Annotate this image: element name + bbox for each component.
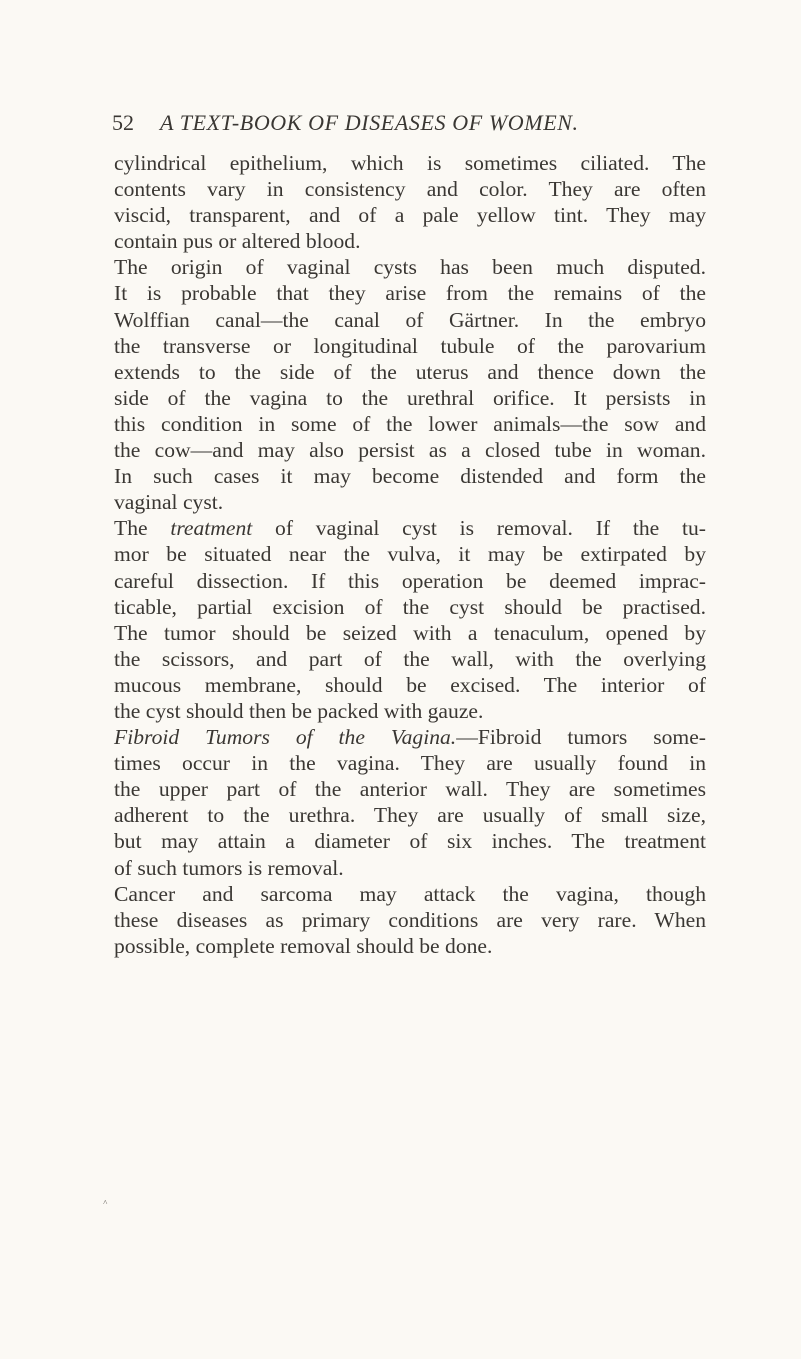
text-line: times occur in the vagina. They are usually found in bbox=[114, 751, 706, 776]
text-line: cylindrical epithelium, which is sometimes ciliated. The bbox=[114, 151, 706, 175]
treatment-emphasis: treatment bbox=[170, 516, 253, 541]
stray-ink-mark: ˄ bbox=[103, 1198, 108, 1207]
text-line: mor be situated near the vulva, it may be extirpated by bbox=[114, 542, 706, 567]
text-line: the transverse or longitudinal tubule of the parovarium bbox=[114, 333, 706, 358]
page-number: 52 bbox=[112, 110, 134, 135]
text-line: viscid, transparent, and of a pale yellow tint. They may bbox=[114, 203, 706, 228]
text-line: The origin of vaginal cysts has been much disputed. bbox=[114, 255, 706, 280]
text-line: Cancer and sarcoma may attack the vagina, though bbox=[114, 881, 706, 906]
text-line: adherent to the urethra. They are usually of small size, bbox=[114, 803, 706, 828]
text-line: the cow—and may also persist as a closed tube in woman. bbox=[114, 438, 706, 463]
text-line: of such tumors is removal. bbox=[114, 855, 344, 880]
text-line: In such cases it may become distended and form the bbox=[114, 464, 706, 489]
text-line: ticable, partial excision of the cyst should be practised. bbox=[114, 594, 706, 619]
running-title: A TEXT-BOOK OF DISEASES OF WOMEN. bbox=[160, 110, 579, 135]
text-line: this condition in some of the lower animals—the sow and bbox=[114, 411, 706, 436]
treatment-start: The bbox=[114, 516, 171, 541]
text-line: extends to the side of the uterus and thence down the bbox=[114, 359, 706, 384]
body-text bbox=[114, 150, 706, 959]
text-line: the cyst should then be packed with gauze. bbox=[114, 698, 484, 723]
text-line: vaginal cyst. bbox=[114, 490, 224, 515]
fibroid-rest: —Fibroid tumors some- bbox=[456, 725, 706, 750]
page-header bbox=[112, 108, 712, 138]
text-line: contents vary in consistency and color. They are often bbox=[114, 177, 706, 202]
treatment-line bbox=[114, 515, 706, 541]
text-line: contain pus or altered blood. bbox=[114, 229, 361, 254]
text-line: these diseases as primary conditions are very rare. When bbox=[114, 907, 706, 932]
text-line: careful dissection. If this operation be deemed imprac- bbox=[114, 568, 706, 593]
text-line: It is probable that they arise from the remains of the bbox=[114, 281, 706, 306]
text-line: the upper part of the anterior wall. They are sometimes bbox=[114, 777, 706, 802]
text-line: the scissors, and part of the wall, with the overlying bbox=[114, 646, 706, 671]
text-line: possible, complete removal should be done. bbox=[114, 933, 493, 958]
text-line: The tumor should be seized with a tenaculum, opened by bbox=[114, 620, 706, 645]
text-line: mucous membrane, should be excised. The interior of bbox=[114, 672, 706, 697]
treatment-rest: of vaginal cyst is removal. If the tu- bbox=[252, 516, 706, 541]
fibroid-line bbox=[114, 724, 706, 750]
fibroid-heading: Fibroid Tumors of the Vagina. bbox=[114, 725, 457, 750]
text-line: Wolffian canal—the canal of Gärtner. In the embryo bbox=[114, 307, 706, 332]
text-line: but may attain a diameter of six inches. The treatment bbox=[114, 829, 706, 854]
text-line: side of the vagina to the urethral orifice. It persists in bbox=[114, 385, 706, 410]
